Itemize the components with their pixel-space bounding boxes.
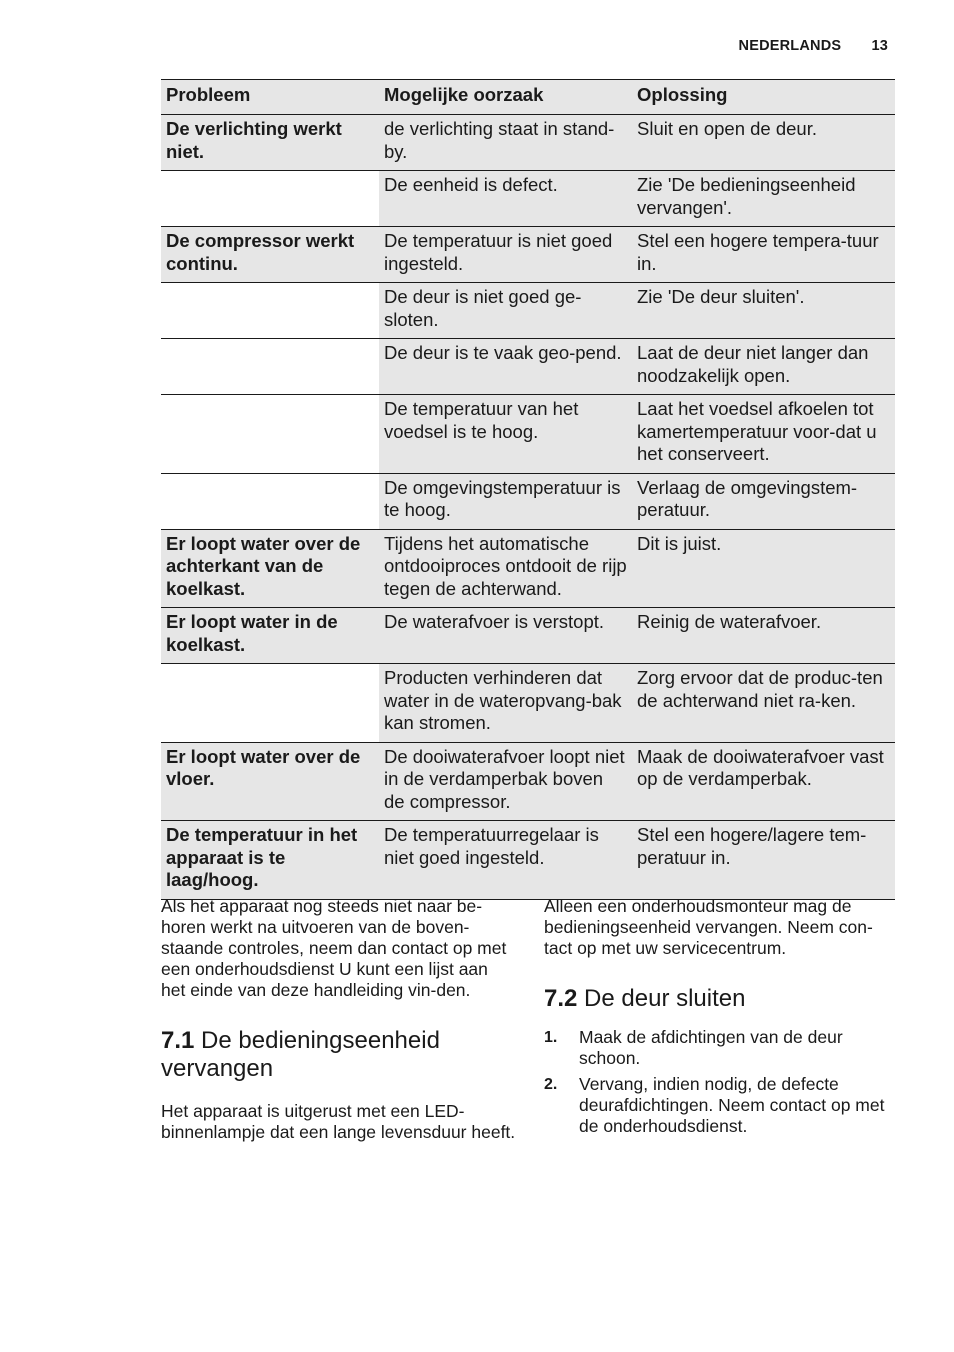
solution-cell: Zorg ervoor dat de produc-ten de achterwand niet ra-ken.: [632, 664, 895, 743]
solution-cell: Dit is juist.: [632, 529, 895, 608]
header-solution: Oplossing: [632, 80, 895, 115]
table-row: [161, 473, 895, 529]
problem-cell: [161, 283, 379, 339]
steps-list: [544, 1027, 896, 1137]
solution-cell: Laat het voedsel afkoelen tot kamertemperatuur voor-dat u het conserveert.: [632, 395, 895, 474]
cause-cell: de verlichting staat in stand-by.: [379, 115, 632, 171]
step-number: 2.: [544, 1076, 558, 1093]
problem-cell: De verlichting werkt niet.: [161, 115, 379, 171]
left-column: [161, 896, 516, 1143]
table-row: [161, 339, 895, 395]
cause-cell: De deur is te vaak geo-pend.: [379, 339, 632, 395]
table-row: [161, 742, 895, 821]
cause-cell: Producten verhinderen dat water in de wateropvang-bak kan stromen.: [379, 664, 632, 743]
section-7-2-heading: [544, 985, 896, 1013]
problem-cell: De compressor werkt continu.: [161, 227, 379, 283]
table-row: [161, 115, 895, 171]
section-number: 7.1: [161, 1027, 195, 1054]
solution-cell: Laat de deur niet langer dan noodzakelijk open.: [632, 339, 895, 395]
table-row: [161, 395, 895, 474]
solution-cell: Stel een hogere/lagere tem-peratuur in.: [632, 821, 895, 900]
cause-cell: De dooiwaterafvoer loopt niet in de verdamperbak boven de compressor.: [379, 742, 632, 821]
problem-cell: Er loopt water over de achterkant van de koelkast.: [161, 529, 379, 608]
section-number: 7.2: [544, 985, 578, 1012]
solution-cell: Reinig de waterafvoer.: [632, 608, 895, 664]
section-7-1-heading: [161, 1027, 516, 1083]
language-label: NEDERLANDS: [738, 38, 842, 54]
cause-cell: De temperatuur is niet goed ingesteld.: [379, 227, 632, 283]
solution-cell: Zie 'De deur sluiten'.: [632, 283, 895, 339]
cause-cell: Tijdens het automatische ontdooiproces ontdooit de rijp tegen de achterwand.: [379, 529, 632, 608]
section-title: De bedieningseenheid vervangen: [161, 1027, 440, 1082]
cause-cell: De deur is niet goed ge-sloten.: [379, 283, 632, 339]
problem-cell: [161, 339, 379, 395]
solution-cell: Stel een hogere tempera-tuur in.: [632, 227, 895, 283]
step-text: Vervang, indien nodig, de defecte deurafdichtingen. Neem contact op met de onderhoudsdienst.: [579, 1074, 885, 1136]
cause-cell: De omgevingstemperatuur is te hoog.: [379, 473, 632, 529]
problem-cell: Er loopt water in de koelkast.: [161, 608, 379, 664]
table-row: [161, 171, 895, 227]
problem-cell: [161, 473, 379, 529]
step-number: 1.: [544, 1029, 558, 1046]
problem-cell: De temperatuur in het apparaat is te laag/hoog.: [161, 821, 379, 900]
troubleshooting-table: [161, 79, 895, 900]
solution-cell: Zie 'De bedieningseenheid vervangen'.: [632, 171, 895, 227]
header-problem: Probleem: [161, 80, 379, 115]
problem-cell: Er loopt water over de vloer.: [161, 742, 379, 821]
problem-cell: [161, 171, 379, 227]
problem-cell: [161, 664, 379, 743]
problem-cell: [161, 395, 379, 474]
header-cause: Mogelijke oorzaak: [379, 80, 632, 115]
section-7-1-body: Het apparaat is uitgerust met een LED-binnenlampje dat een lange levensduur heeft.: [161, 1101, 516, 1142]
table-row: [161, 664, 895, 743]
solution-cell: Verlaag de omgevingstem-peratuur.: [632, 473, 895, 529]
solution-cell: Maak de dooiwaterafvoer vast op de verdamperbak.: [632, 742, 895, 821]
list-item: [544, 1074, 896, 1137]
table-row: [161, 227, 895, 283]
right-column: [544, 896, 896, 1142]
table-row: [161, 283, 895, 339]
cause-cell: De temperatuurregelaar is niet goed ingesteld.: [379, 821, 632, 900]
table-row: [161, 608, 895, 664]
list-item: [544, 1027, 896, 1069]
solution-cell: Sluit en open de deur.: [632, 115, 895, 171]
table-header-row: [161, 80, 895, 115]
section-title: De deur sluiten: [584, 985, 746, 1012]
page-number: 13: [871, 38, 888, 54]
table-row: [161, 821, 895, 900]
cause-cell: De waterafvoer is verstopt.: [379, 608, 632, 664]
cause-cell: De temperatuur van het voedsel is te hoog.: [379, 395, 632, 474]
cause-cell: De eenheid is defect.: [379, 171, 632, 227]
table-row: [161, 529, 895, 608]
page-header: [739, 38, 888, 54]
step-text: Maak de afdichtingen van de deur schoon.: [579, 1027, 843, 1068]
left-intro-paragraph: Als het apparaat nog steeds niet naar be-horen werkt na uitvoeren van de boven-staande controles, neem dan contact op met een onderhoudsdienst U kunt een lijst aan het einde van deze handleiding vin-den.: [161, 896, 507, 1000]
right-intro-paragraph: Alleen een onderhoudsmonteur mag de bedieningseenheid vervangen. Neem con-tact op met uw servicecentrum.: [544, 896, 873, 958]
